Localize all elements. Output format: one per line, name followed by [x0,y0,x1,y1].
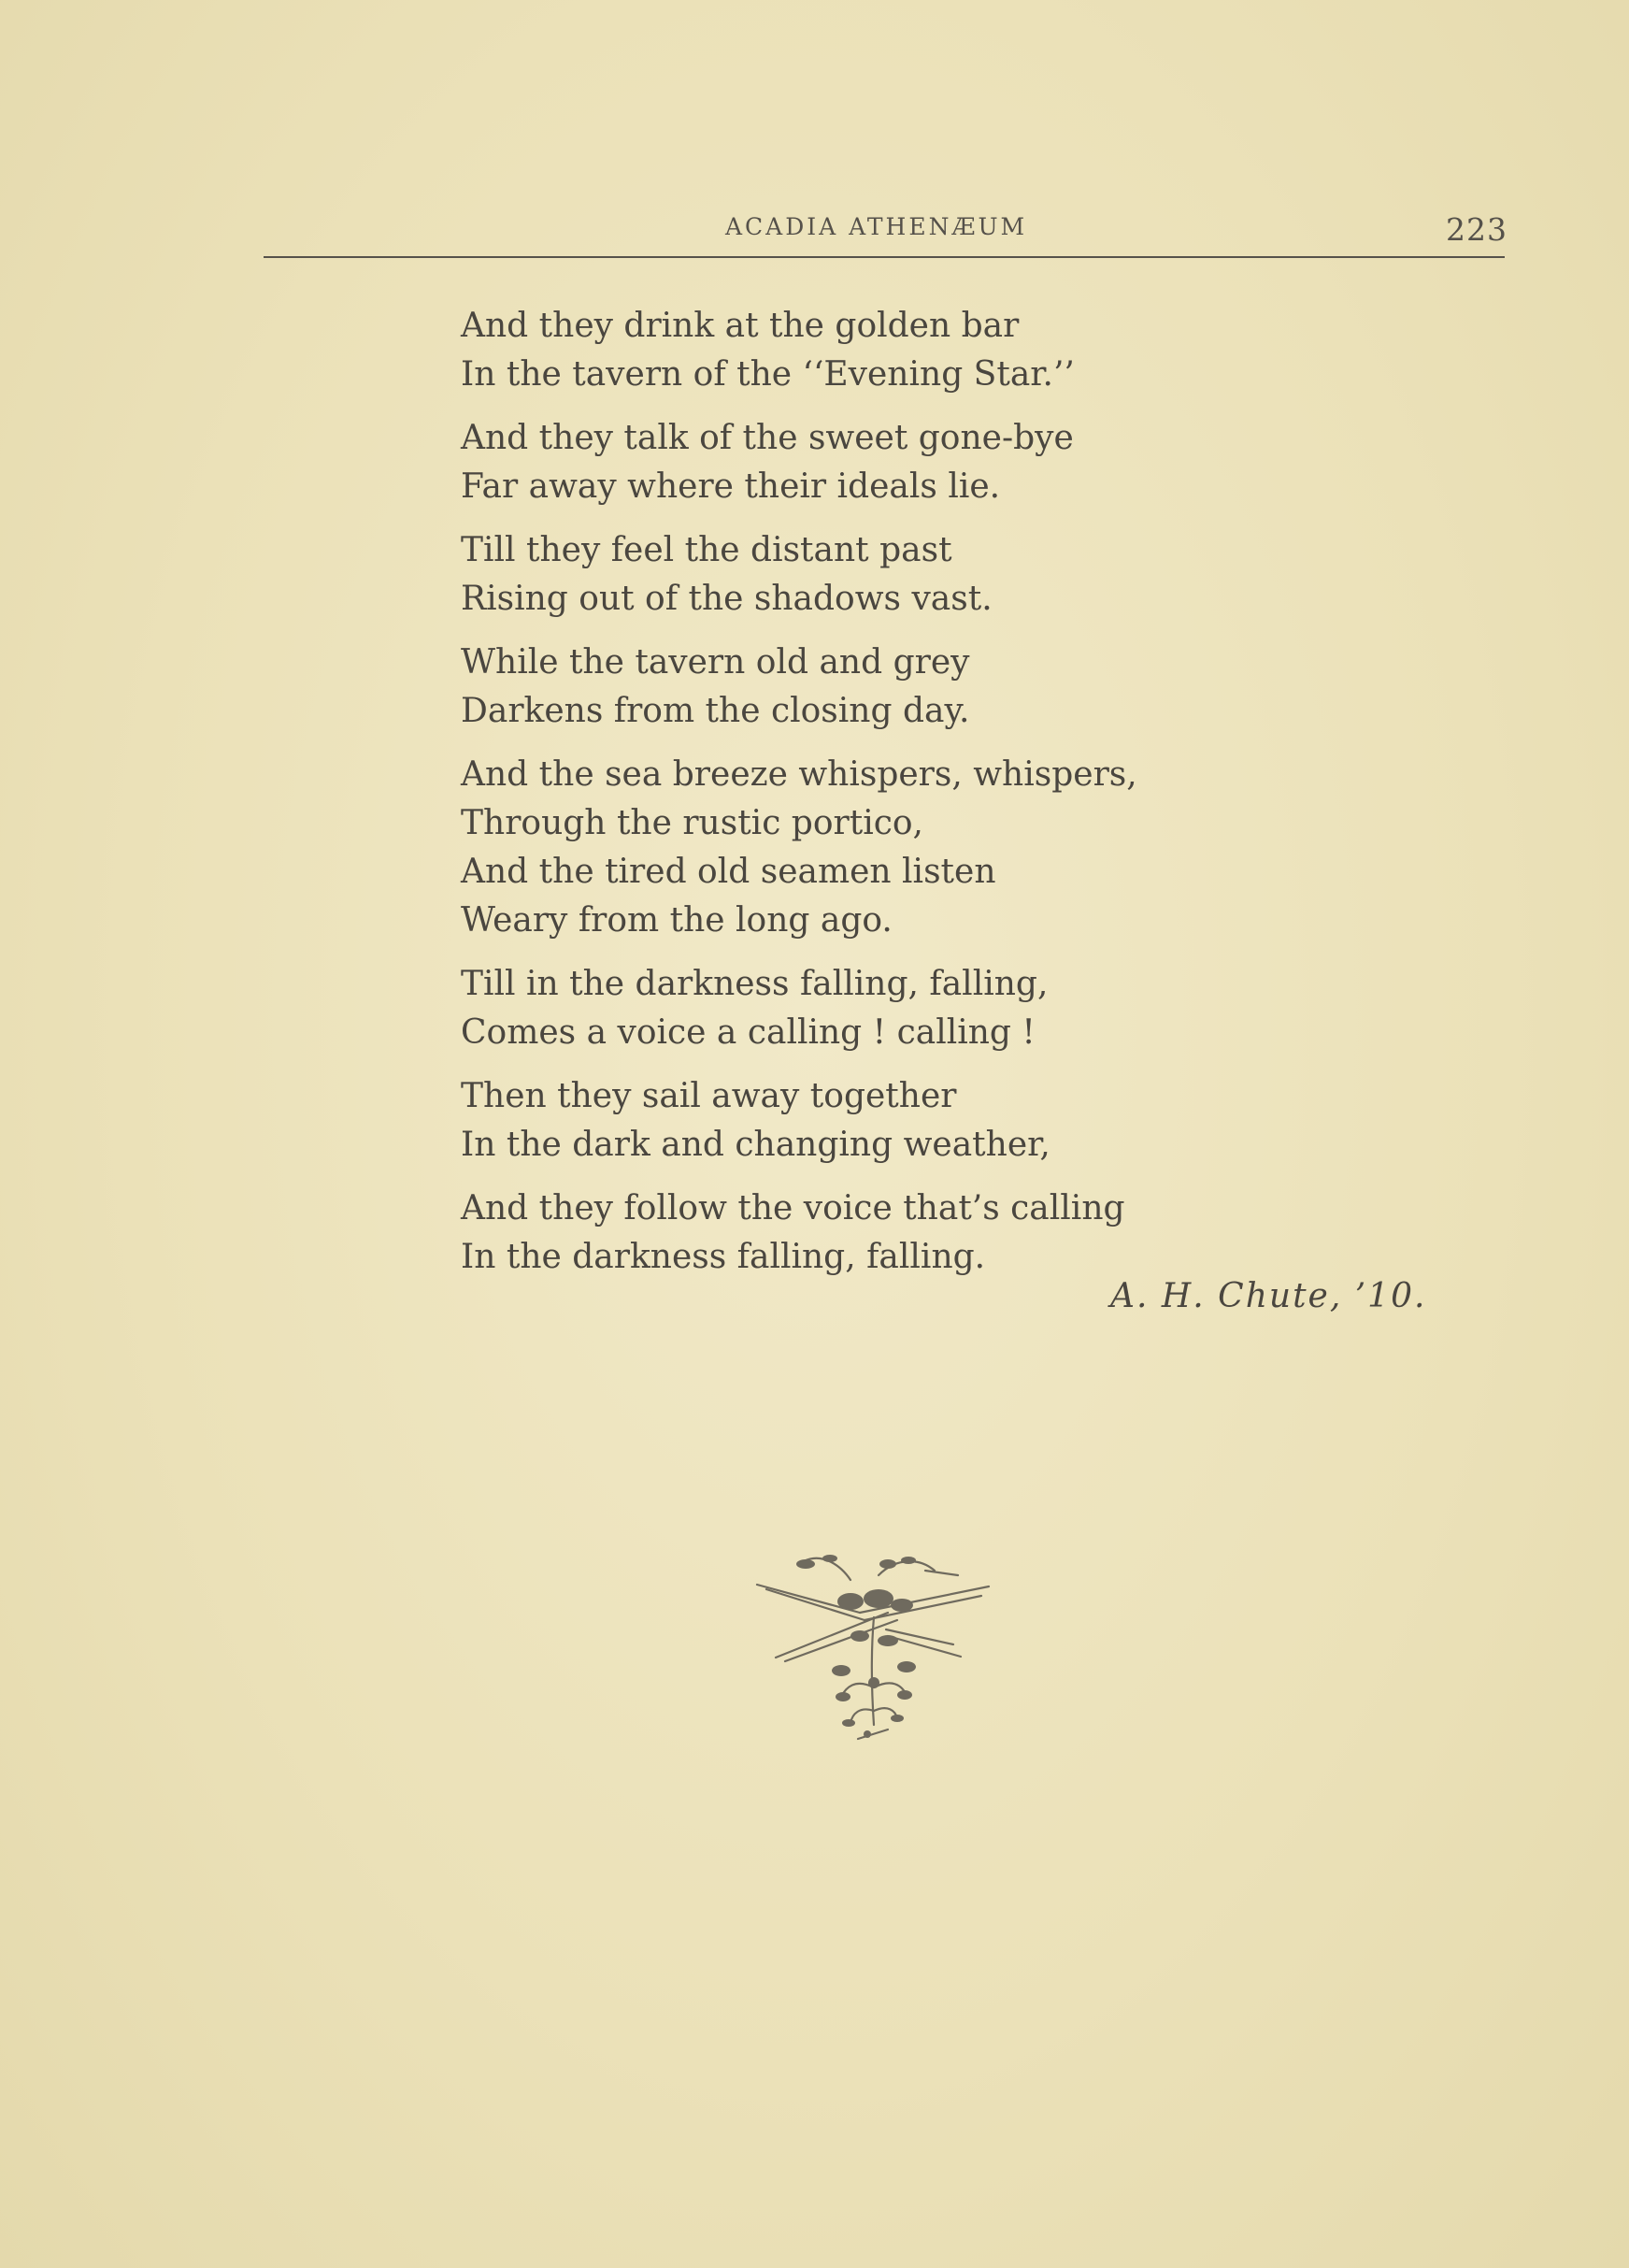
stanza [461,960,1302,1057]
stanza [461,751,1302,945]
stanza [461,639,1302,736]
floral-tailpiece-icon [748,1547,1000,1748]
stanza [461,1184,1302,1282]
stanza [461,526,1302,624]
running-head [0,208,1629,264]
poem-line: Far away where their ideals lie. [461,467,1001,506]
poem-line: And the tired old seamen listen [461,853,996,891]
page-number: 223 [1446,211,1508,248]
poem-line: Till in the darkness falling, falling, [461,965,1049,1003]
stanza [461,302,1302,399]
poem-line: Till they feel the distant past [461,531,952,569]
poem-line: While the tavern old and grey [461,643,970,682]
author-signature: A. H. Chute, ’10. [1110,1277,1427,1315]
header-rule [264,256,1505,258]
poem-line: And they drink at the golden bar [461,307,1020,345]
poem-line: And the sea breeze whispers, whispers, [461,755,1137,794]
poem-line: And they follow the voice that’s calling [461,1189,1125,1227]
poem-line: In the tavern of the ‘‘Evening Star.’’ [461,355,1075,394]
poem-line: Comes a voice a calling ! calling ! [461,1013,1036,1052]
poem-line: In the darkness falling, falling. [461,1238,986,1276]
poem-line: Then they sail away together [461,1077,957,1115]
poem-line: And they talk of the sweet gone-bye [461,419,1074,457]
poem-line: In the dark and changing weather, [461,1126,1050,1164]
journal-title: ACADIA ATHENÆUM [725,213,1028,240]
poem-line: Weary from the long ago. [461,901,893,940]
poem-line: Through the rustic portico, [461,804,923,842]
stanza [461,1072,1302,1170]
poem [461,302,1302,1297]
poem-line: Rising out of the shadows vast. [461,580,993,618]
poem-line: Darkens from the closing day. [461,692,970,730]
stanza [461,414,1302,511]
